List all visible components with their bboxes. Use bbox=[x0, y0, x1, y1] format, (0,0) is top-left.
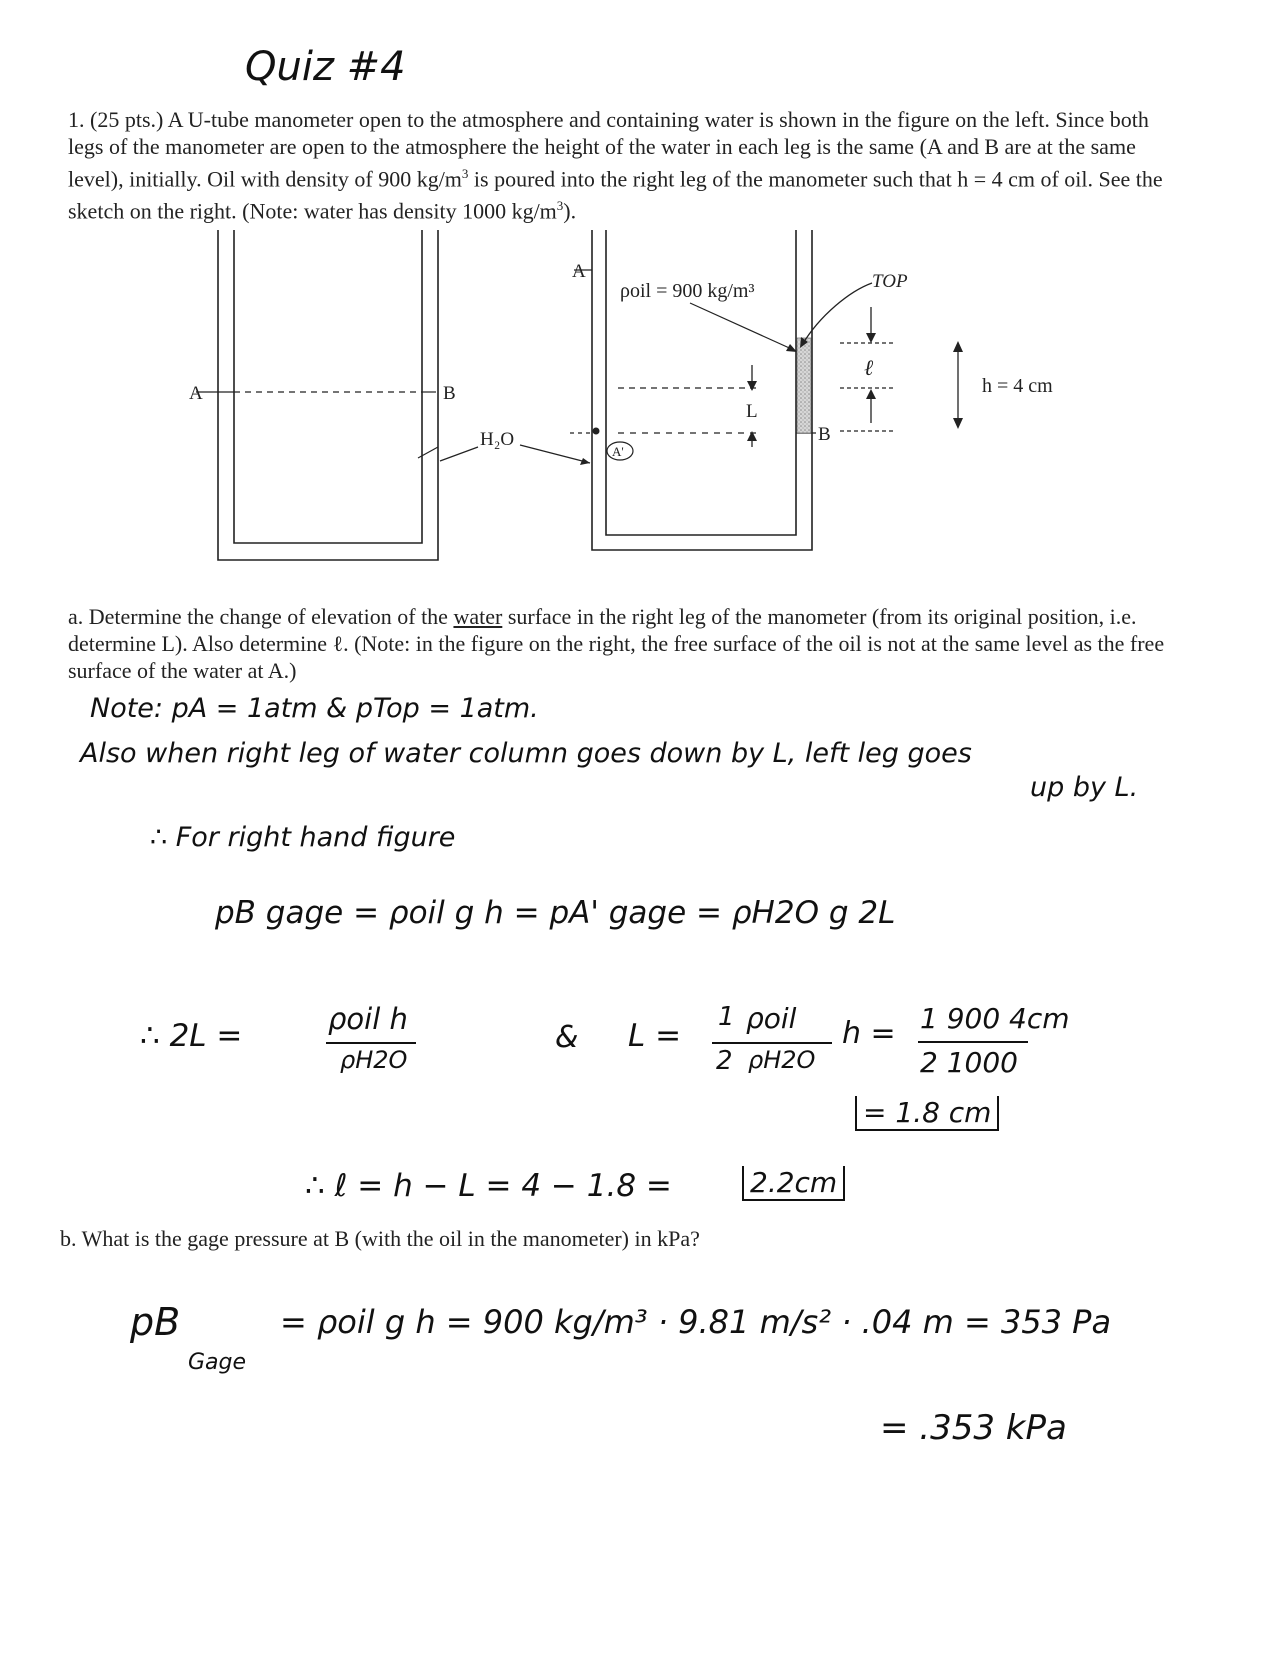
l-frac-num: ρoil bbox=[746, 1002, 797, 1035]
l-fraction-bar bbox=[712, 1042, 832, 1044]
left-label-b: B bbox=[443, 383, 456, 404]
right-label-b: B bbox=[818, 424, 831, 445]
ell-dim-bottom-head bbox=[866, 389, 876, 399]
pb-kpa: = .353 kPa bbox=[880, 1408, 1067, 1448]
oil-density-arrow bbox=[690, 303, 796, 351]
manometer-figures bbox=[0, 225, 1280, 585]
water-arrow-left bbox=[440, 447, 478, 461]
right-manometer bbox=[570, 230, 896, 550]
ell-equation: ∴ ℓ = h − L = 4 − 1.8 = bbox=[305, 1168, 672, 1204]
water-arrow-right bbox=[520, 445, 590, 463]
pb-sub-gage: Gage bbox=[188, 1350, 247, 1375]
l-dim-top-head bbox=[747, 381, 757, 391]
oil-column bbox=[797, 338, 811, 433]
l-result: = 1.8 cm bbox=[855, 1096, 999, 1131]
two-l-fraction-bar bbox=[326, 1042, 416, 1044]
part-a-text-1: a. Determine the change of elevation of the bbox=[68, 604, 454, 629]
ell-label: ℓ bbox=[864, 355, 874, 380]
l-num-vals: 1 900 4cm bbox=[920, 1002, 1070, 1035]
therefore-right-hand: ∴ For right hand figure bbox=[150, 822, 456, 853]
water-arrow-right-head bbox=[580, 458, 590, 465]
right-label-a-top: A bbox=[572, 261, 586, 282]
h-label: h = 4 cm bbox=[982, 375, 1053, 397]
problem-text-1: A U-tube manometer open to the atmosphere and containing water is shown in the figure on the left. Since both legs of the manometer are open to the atmosphere the height of the water in each leg is the same (A and B are at the same level), initially. Oil with density of 900 kg/m bbox=[68, 107, 1149, 192]
oil-density-label: ρoil = 900 kg/m³ bbox=[620, 280, 755, 302]
water-label: H₂O bbox=[480, 429, 515, 450]
l-half-den: 2 bbox=[716, 1046, 733, 1076]
part-a-prompt bbox=[68, 603, 1178, 684]
l-half-num: 1 bbox=[718, 1002, 735, 1032]
quiz-title: Quiz #4 bbox=[245, 44, 406, 90]
l-equation-lhs: L = bbox=[628, 1018, 682, 1054]
note-line: Note: pA = 1atm & pTop = 1atm. bbox=[90, 693, 539, 724]
problem-number: 1. bbox=[68, 107, 85, 132]
ell-dim-top-head bbox=[866, 333, 876, 343]
pb-lhs: pB bbox=[130, 1300, 181, 1344]
pb-gage-equation: pB gage = ρoil g h = pA' gage = ρH2O g 2L bbox=[215, 895, 896, 931]
problem-points: (25 pts.) bbox=[90, 107, 164, 132]
point-a-prime bbox=[593, 428, 600, 435]
left-label-a: A bbox=[189, 383, 203, 404]
pb-equation: = ρoil g h = 900 kg/m³ · 9.81 m/s² · .04 m = 353 Pa bbox=[280, 1303, 1112, 1341]
problem-text-3: ). bbox=[563, 198, 577, 224]
top-label: TOP bbox=[872, 271, 908, 292]
l-den-vals: 2 1000 bbox=[920, 1046, 1018, 1079]
also-line-2: up by L. bbox=[1030, 772, 1139, 803]
two-l-lhs: ∴ 2L = bbox=[140, 1018, 243, 1054]
two-l-numerator: ρoil h bbox=[328, 1002, 408, 1036]
right-label-a-prime: A' bbox=[612, 444, 624, 459]
l-h: h = bbox=[842, 1016, 896, 1051]
ell-result: 2.2cm bbox=[742, 1166, 845, 1201]
part-a-water-word: water bbox=[453, 604, 503, 629]
problem-text-2: is poured into the right leg of the manometer such that h = 4 cm of oil. See the sketch on the right. (Note: water has density 1000 kg/m bbox=[68, 166, 1163, 224]
superscript-3b: 3 bbox=[556, 198, 564, 214]
also-line-1: Also when right leg of water column goes down by L, left leg goes bbox=[80, 738, 972, 769]
part-b-prompt: b. What is the gage pressure at B (with the oil in the manometer) in kPa? bbox=[60, 1226, 700, 1251]
part-a-text-2: surface in the right leg of the manometer (from its original position, i.e. determine L). Also determine ℓ. (Note: in the figure on the right, the free surface of the oil is not at the same level as the free surface of the water at A.) bbox=[68, 604, 1165, 683]
left-manometer bbox=[196, 230, 438, 560]
l-vals-fraction-bar bbox=[918, 1041, 1028, 1043]
problem-statement bbox=[68, 106, 1168, 225]
l-label: L bbox=[746, 401, 758, 422]
two-l-denominator: ρH2O bbox=[340, 1046, 408, 1074]
and-symbol: & bbox=[555, 1020, 579, 1055]
superscript-3: 3 bbox=[461, 166, 469, 181]
l-frac-den: ρH2O bbox=[748, 1046, 816, 1074]
h-dim-bottom-head bbox=[953, 418, 963, 429]
h-dim-top-head bbox=[953, 341, 963, 352]
